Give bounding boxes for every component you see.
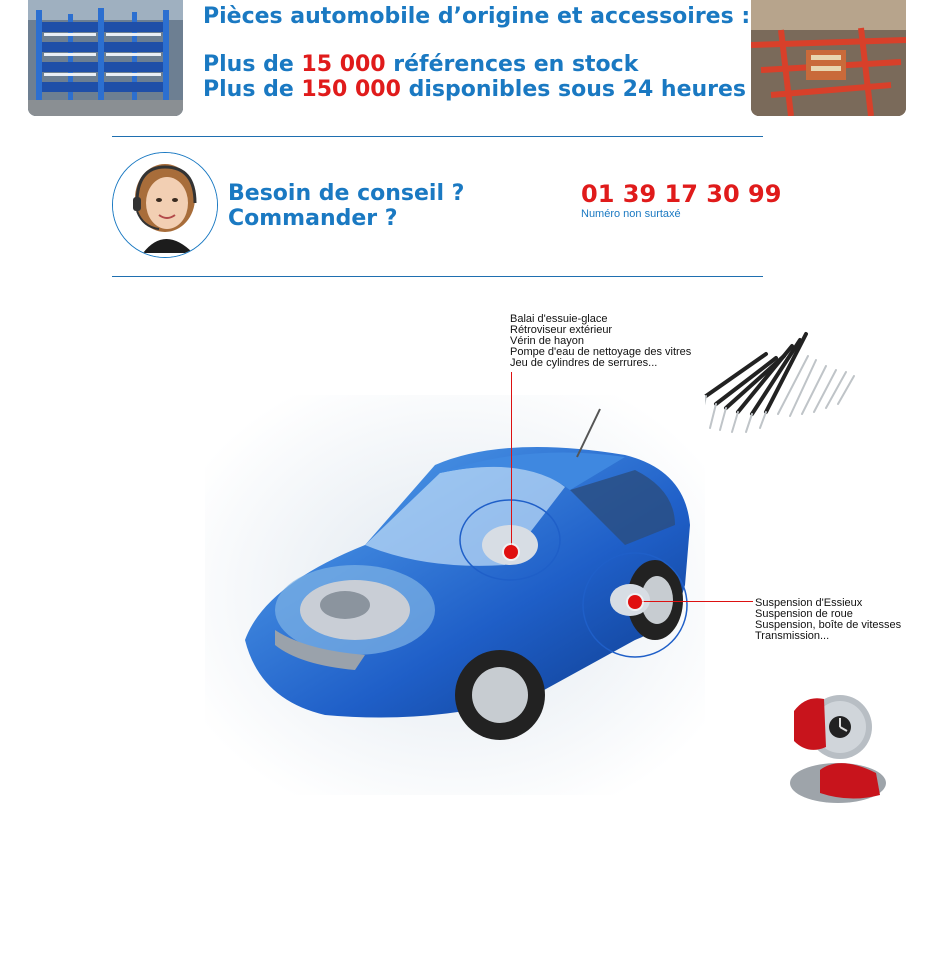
suspension-part-item: Suspension, boîte de vitesses (755, 619, 902, 631)
body-part-item: Vérin de hayon (510, 335, 584, 347)
suspension-callout-line (635, 601, 753, 602)
body-parts-list (510, 314, 691, 369)
headset-operator-photo (112, 152, 218, 258)
stock-suffix: références en stock (385, 52, 639, 77)
stock-line (203, 52, 750, 77)
order-line: Commander ? (228, 206, 398, 231)
brake-disc-image (780, 685, 890, 810)
phone-note: Numéro non surtaxé (581, 208, 681, 220)
gas-springs-image (696, 316, 861, 434)
banner-title: Pièces automobile d’origine et accessoires : (203, 4, 751, 29)
bottom-divider (112, 276, 763, 277)
phone-number[interactable]: 01 39 17 30 99 (581, 180, 782, 208)
warehouse-photo (28, 0, 183, 116)
body-part-item: Jeu de cylindres de serrures... (510, 357, 658, 369)
body-part-item: Rétroviseur extérieur (510, 324, 613, 336)
suspension-part-item: Suspension de roue (755, 608, 853, 620)
stock-count: 15 000 (301, 52, 386, 77)
advice-line: Besoin de conseil ? (228, 181, 465, 206)
suspension-part-item: Suspension d'Essieux (755, 597, 863, 609)
body-parts-hotspot[interactable] (504, 545, 518, 559)
suspension-parts-list (755, 598, 901, 642)
factory-photo (751, 0, 906, 116)
body-part-item: Pompe d'eau de nettoyage des vitres (510, 346, 692, 358)
body-callout-line (511, 372, 512, 552)
advice-prompt (228, 181, 464, 231)
stock-prefix: Plus de (203, 52, 302, 77)
banner-headline (203, 4, 750, 102)
availability-line (203, 77, 750, 102)
car-cutaway-image (205, 395, 705, 795)
availability-prefix: Plus de (203, 77, 302, 102)
suspension-part-item: Transmission... (755, 630, 830, 642)
availability-suffix: disponibles sous 24 heures (400, 77, 747, 102)
availability-count: 150 000 (301, 77, 401, 102)
suspension-hotspot[interactable] (628, 595, 642, 609)
top-divider (112, 136, 763, 137)
body-part-item: Balai d'essuie-glace (510, 313, 608, 325)
